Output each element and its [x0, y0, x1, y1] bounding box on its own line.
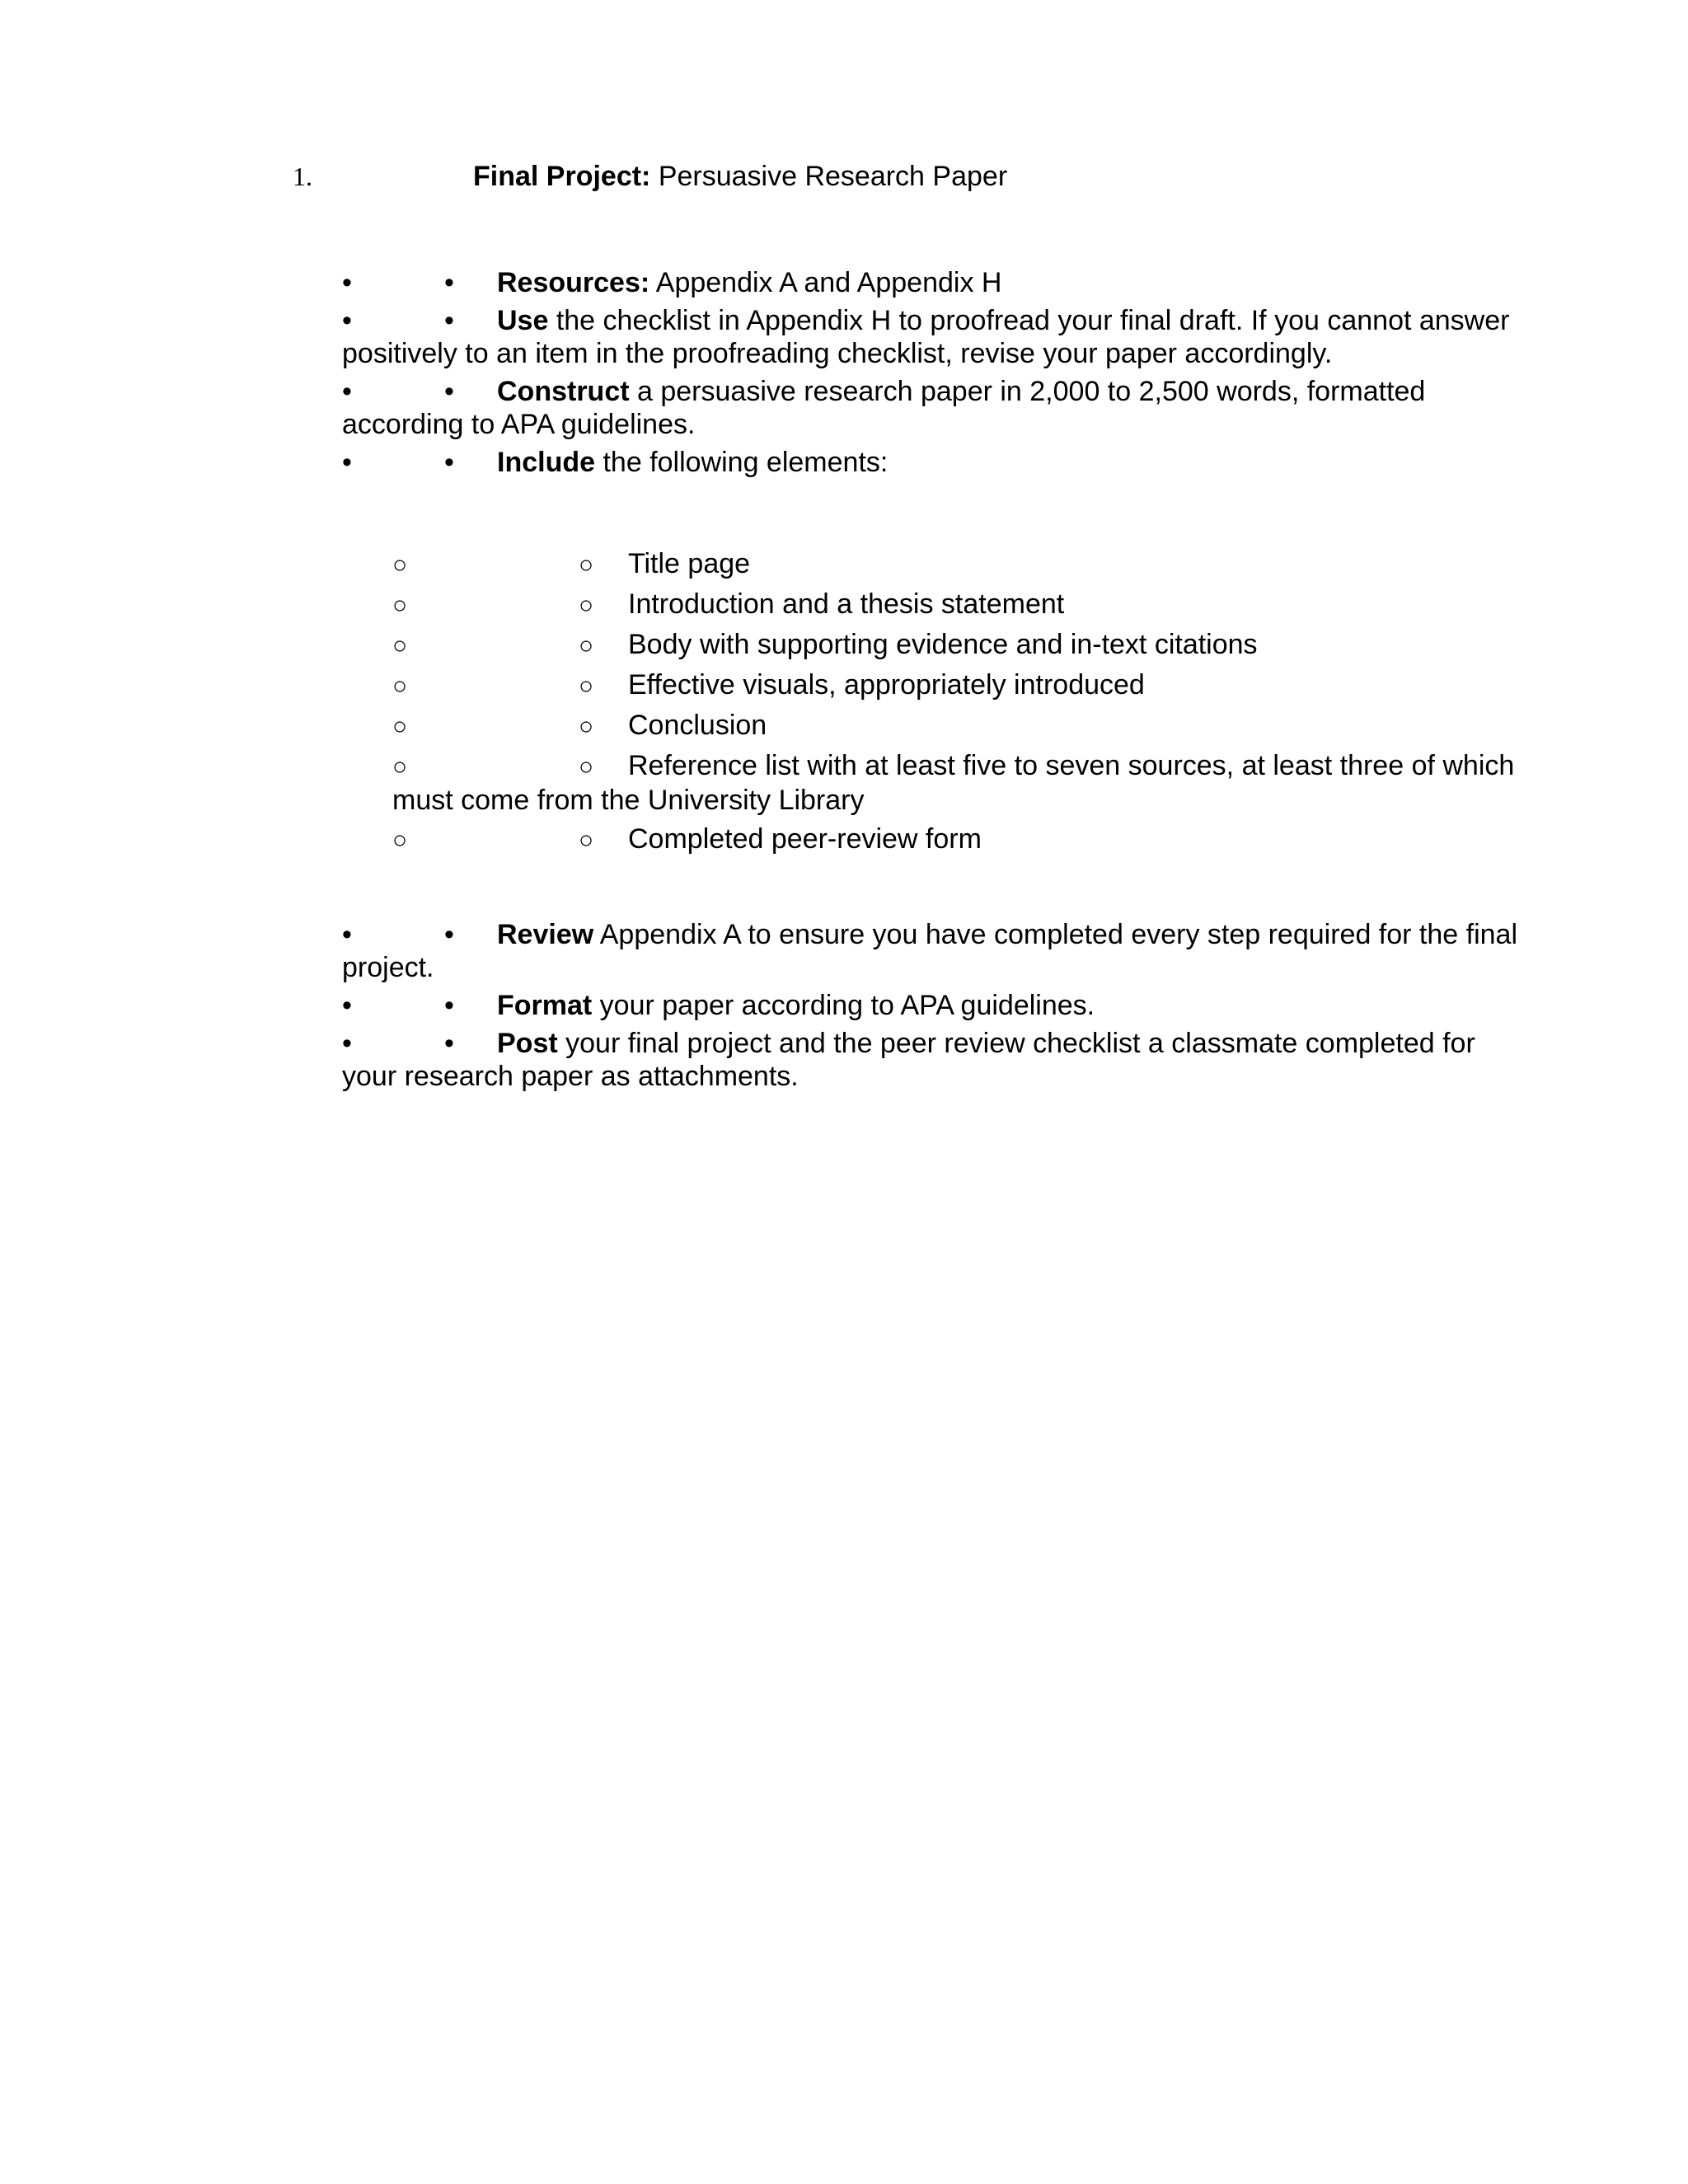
- instruction-keyword: Construct: [497, 376, 630, 407]
- element-item: [392, 749, 1530, 817]
- instruction-include: [342, 446, 1521, 479]
- instruction-resources: [342, 266, 1521, 299]
- instruction-use: [342, 304, 1521, 370]
- bullet-marker: •: [444, 447, 454, 478]
- circle-marker: ○: [579, 632, 594, 659]
- element-text: Reference list with at least five to seven sources, at least three of which must come from the University Library: [392, 750, 1515, 816]
- element-item: [392, 823, 1530, 857]
- element-text: Title page: [628, 548, 751, 579]
- circle-marker: ○: [579, 551, 594, 579]
- instruction-text: the following elements:: [595, 447, 889, 478]
- element-text: Effective visuals, appropriately introduced: [628, 669, 1145, 701]
- instruction-text: a persuasive research paper in 2,000 to 2,500 words, formatted according to APA guidelines.: [342, 376, 1426, 440]
- instruction-format: [342, 989, 1521, 1022]
- heading-title: Persuasive Research Paper: [650, 161, 1008, 192]
- element-text: Conclusion: [628, 710, 767, 741]
- bullet-marker: •: [342, 990, 352, 1021]
- bullet-marker: •: [342, 447, 352, 478]
- instruction-construct: [342, 375, 1521, 441]
- element-item: [392, 547, 1530, 582]
- circle-marker: ○: [392, 827, 408, 854]
- instructions-list-bottom: [342, 918, 1521, 1098]
- heading-number: 1.: [293, 162, 312, 191]
- circle-marker: ○: [579, 673, 594, 700]
- instruction-post: [342, 1027, 1521, 1093]
- instruction-text: Appendix A and Appendix H: [649, 267, 1002, 298]
- instruction-keyword: Use: [497, 305, 549, 336]
- bullet-marker: •: [444, 919, 454, 950]
- instruction-text: your final project and the peer review checklist a classmate completed for your research paper as attachments.: [342, 1028, 1475, 1092]
- element-item: [392, 709, 1530, 743]
- element-item: [392, 668, 1530, 703]
- circle-marker: ○: [392, 713, 408, 740]
- element-text: Completed peer-review form: [628, 823, 982, 855]
- bullet-marker: •: [342, 1028, 352, 1059]
- circle-marker: ○: [579, 827, 594, 854]
- element-item: [392, 628, 1530, 663]
- element-text: Introduction and a thesis statement: [628, 588, 1065, 620]
- bullet-marker: •: [444, 990, 454, 1021]
- instruction-text: Appendix A to ensure you have completed every step required for the final project.: [342, 919, 1518, 983]
- bullet-marker: •: [342, 376, 352, 407]
- instruction-keyword: Review: [497, 919, 594, 950]
- circle-marker: ○: [392, 592, 408, 619]
- elements-list: [392, 547, 1530, 863]
- bullet-marker: •: [342, 919, 352, 950]
- circle-marker: ○: [392, 753, 408, 780]
- circle-marker: ○: [392, 632, 408, 659]
- circle-marker: ○: [579, 713, 594, 740]
- bullet-marker: •: [444, 305, 454, 336]
- bullet-marker: •: [444, 267, 454, 298]
- instruction-keyword: Format: [497, 990, 593, 1021]
- instruction-text: your paper according to APA guidelines.: [592, 990, 1095, 1021]
- instruction-keyword: Post: [497, 1028, 558, 1059]
- circle-marker: ○: [579, 592, 594, 619]
- circle-marker: ○: [579, 753, 594, 780]
- instruction-keyword: Resources:: [497, 267, 650, 298]
- element-item: [392, 588, 1530, 622]
- bullet-marker: •: [342, 267, 352, 298]
- bullet-marker: •: [444, 376, 454, 407]
- element-text: Body with supporting evidence and in-text citations: [628, 629, 1258, 660]
- bullet-marker: •: [444, 1028, 454, 1059]
- circle-marker: ○: [392, 551, 408, 579]
- instruction-keyword: Include: [497, 447, 596, 478]
- project-heading: [293, 160, 1007, 193]
- bullet-marker: •: [342, 305, 352, 336]
- instruction-review: [342, 918, 1521, 984]
- instructions-list-top: [342, 266, 1521, 484]
- instruction-text: the checklist in Appendix H to proofread your final draft. If you cannot answer positively to an item in the proofreading checklist, revise your paper accordingly.: [342, 305, 1510, 369]
- heading-label: Final Project:: [473, 161, 651, 192]
- circle-marker: ○: [392, 673, 408, 700]
